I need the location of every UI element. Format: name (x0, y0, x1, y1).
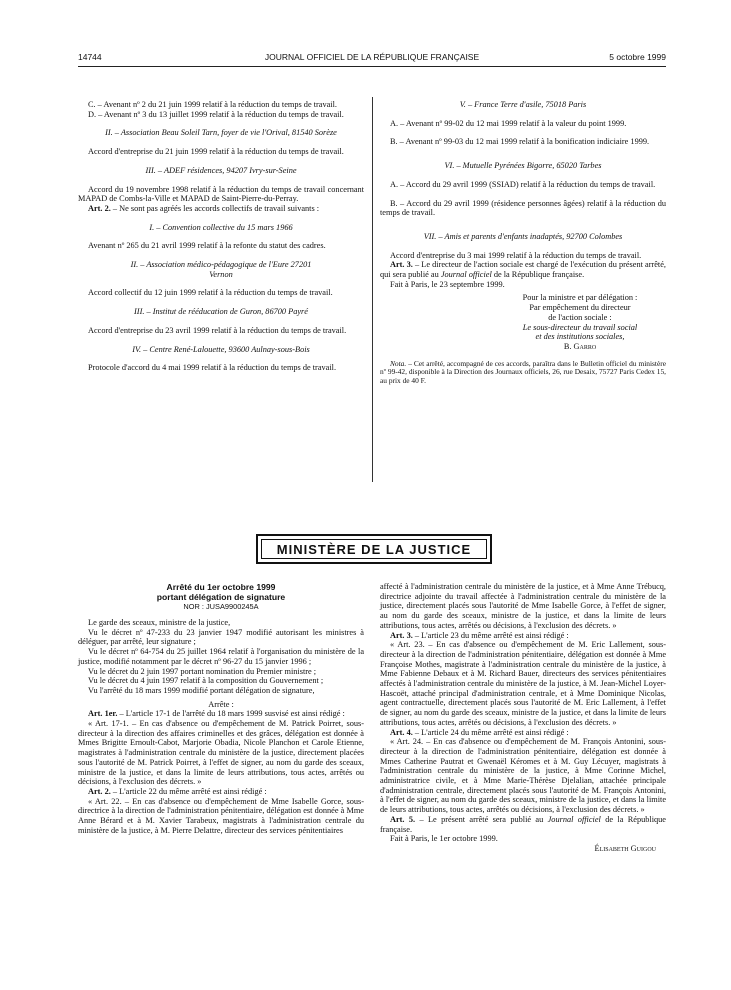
paragraph: Accord d'entreprise du 3 mai 1999 relatif à la réduction du temps de travail. (390, 250, 642, 260)
paragraph: Accord d'entreprise du 21 juin 1999 relatif à la réduction du temps de travail. (88, 147, 344, 157)
arrete-heading: Arrête : (208, 699, 234, 709)
page-header (78, 52, 666, 64)
top-left-column (78, 100, 364, 373)
article-paragraph: Art. 3. – Le directeur de l'action sociale est chargé de l'exécution du présent arrêté, qui sera publié au Journal officiel de la République française. (380, 260, 666, 280)
paragraph: Vu le décret du 2 juin 1997 portant nomination du Premier ministre ; (88, 666, 317, 676)
section-heading: VII. – Amis et parents d'enfants inadaptés, 92700 Colombes (423, 231, 623, 241)
header-rule (78, 66, 666, 67)
paragraph: Protocole d'accord du 4 mai 1999 relatif à la réduction du temps de travail. (88, 363, 337, 373)
paragraph: Accord du 19 novembre 1998 relatif à la réduction du temps de travail concernant MAPAD de Combs-la-Ville et MAPAD de Saint-Pierre-du-Perray. (78, 184, 364, 204)
article-label: Art. 2. (88, 786, 111, 796)
article-paragraph: Art. 1er. – L'article 17-1 de l'arrêté du 18 mars 1999 susvisé est ainsi rédigé : (88, 709, 345, 719)
article-label: Art. 1er. (88, 709, 118, 719)
signature-block: Pour la ministre et par délégation : Par empêchement du directeur de l'action sociale : Le sous-directeur du travail social et des institutions sociales, B. Garro (380, 293, 666, 351)
quoted-article: « Art. 23. – En cas d'absence ou d'empêchement de M. Eric Lallement, sous-directeur à la direction de l'administration pénitentiaire, délégation est donnée à Mme Françoise Mothes, magistrate à l'administration centrale du ministère de la justice, à Mme Fabienne Debaux et à M. Richard Bauer, directeurs des services pénitentiaires affectés à l'administration centrale du ministère de la justice, à M. Jean-Michel Loyer-Hascoët, attaché principal d'administration centrale, et à Mme Dominique Nicolas, agent contractuelle, directement placés sous l'autorité de M. Eric Lallement, à l'effet de signer, au nom du garde des sceaux, ministre de la justice, et dans la limite de leurs attributions, tous actes, arrêtés ou décisions, à l'exclusion des décrets. » (380, 640, 666, 727)
paragraph: D. – Avenant nº 3 du 13 juillet 1999 relatif à la réduction du temps de travail. (88, 109, 344, 119)
article-label: Art. 2. (88, 203, 111, 213)
section-heading: V. – France Terre d'asile, 75018 Paris (459, 100, 587, 109)
paragraph: C. – Avenant nº 2 du 21 juin 1999 relatif à la réduction du temps de travail. (88, 100, 337, 109)
paragraph: B. – Avenant nº 99-03 du 12 mai 1999 relatif à la bonification indiciaire 1999. (390, 137, 650, 147)
section-heading: III. – ADEF résidences, 94207 Ivry-sur-Seine (145, 165, 297, 175)
paragraph: Vu le décret nº 47-233 du 23 janvier 1947 modifié autorisant les ministres à déléguer, par arrêté, leur signature ; (78, 627, 364, 647)
page-number: 14744 (78, 52, 102, 62)
paragraph: affecté à l'administration centrale du ministère de la justice, et à Mme Anne Trébucq, directrice adjointe du travail affectée à l'administration centrale du ministère de la justice, directement placés sous l'autorité de Mme Isabelle Gorce, à l'effet de signer, au nom du garde des sceaux, ministre de la justice, et dans la limite de leurs attributions, tous actes, arrêtés ou décisions, à l'exclusion des décrets. » (380, 582, 666, 630)
paragraph: Avenant nº 265 du 21 avril 1999 relatif à la refonte du statut des cadres. (88, 241, 326, 251)
quoted-article: « Art. 24. – En cas d'absence ou d'empêchement de M. François Antonini, sous-directeur à la direction de l'administration pénitentiaire, délégation est donnée à Mmes Catherine Pautrat et Gwenaël Kéromes et à M. Guy Lécuyer, magistrats à l'administration centrale du ministère de la justice, à Mme Corinne Michel, administratrice civile, et à Mme Marie-Thérèse Djelalian, attachée principale d'administration centrale, directement placés sous l'autorité de M. François Antonini, à l'effet de signer, au nom du garde des sceaux, ministre de la justice, et dans la limite de leurs attributions, tous actes, arrêtés ou décisions, à l'exclusion des décrets. » (380, 737, 666, 815)
article-label: Art. 4. (390, 727, 413, 737)
decree-title: Arrêté du 1er octobre 1999 (166, 582, 276, 592)
article-label: Art. 3. (390, 630, 413, 640)
journal-title: JOURNAL OFFICIEL DE LA RÉPUBLIQUE FRANÇAISE (264, 52, 480, 62)
issue-date: 5 octobre 1999 (609, 52, 666, 62)
paragraph: A. – Avenant nº 99-02 du 12 mai 1999 relatif à la valeur du point 1999. (390, 118, 627, 128)
paragraph: Vu le décret nº 64-754 du 25 juillet 1964 relatif à l'organisation du ministère de la justice, modifié notamment par le décret nº 96-27 du 15 janvier 1996 ; (78, 647, 364, 666)
article-paragraph: Art. 4. – L'article 24 du même arrêté est ainsi rédigé : (390, 727, 569, 737)
date-place: Fait à Paris, le 23 septembre 1999. (390, 279, 505, 289)
top-right-column (380, 100, 666, 385)
article-paragraph: Art. 3. – L'article 23 du même arrêté est ainsi rédigé : (390, 630, 569, 640)
section-heading: IV. – Centre René-Lalouette, 93600 Aulnay-sous-Bois (132, 344, 310, 354)
column-divider (372, 97, 373, 482)
section-heading: II. – Association médico-pédagogique de l'Eure 27201 Vernon (130, 260, 312, 279)
bottom-right-column (380, 582, 666, 854)
paragraph: A. – Accord du 29 avril 1999 (SSIAD) relatif à la réduction du temps de travail. (390, 179, 656, 189)
article-label: Art. 3. (390, 260, 413, 270)
signer-name: Élisabeth Guigou (594, 843, 656, 853)
ministry-heading: MINISTÈRE DE LA JUSTICE (256, 534, 492, 564)
paragraph: Vu le décret du 4 juin 1997 relatif à la composition du Gouvernement ; (88, 676, 324, 686)
section-heading: I. – Convention collective du 15 mars 1966 (149, 222, 293, 232)
article-paragraph: Art. 2. – L'article 22 du même arrêté est ainsi rédigé : (88, 786, 267, 796)
section-heading: III. – Institut de rééducation de Guron, 86700 Payré (134, 307, 308, 317)
decree-subtitle: portant délégation de signature (156, 592, 286, 602)
article-paragraph: Art. 2. – Ne sont pas agréés les accords collectifs de travail suivants : (88, 203, 320, 213)
paragraph: Vu l'arrêté du 18 mars 1999 modifié portant délégation de signature, (88, 685, 315, 695)
signer-name: B. Garro (563, 341, 597, 351)
quoted-article: « Art. 22. – En cas d'absence ou d'empêchement de Mme Isabelle Gorce, sous-directrice à la direction de l'administration pénitentiaire, délégation est donnée à Mme Anne Bérard et à M. Xavier Tarabeux, magistrats à l'administration centrale du ministère de la justice, à M. Pierre Delattre, directeur des services pénitentiaires (78, 796, 364, 835)
paragraph: Accord d'entreprise du 23 avril 1999 relatif à la réduction du temps de travail. (88, 325, 347, 335)
quoted-article: « Art. 17-1. – En cas d'absence ou d'empêchement de M. Patrick Poirret, sous-directeur à la direction des affaires criminelles et des grâces, délégation est donnée à Mmes Brigitte Ernoult-Cabot, Marjorie Obadia, Nicole Planchon et Carole Etienne, magistrates à l'administration centrale du ministère de la justice, directement placées sous l'autorité de M. Patrick Poirret, à l'effet de signer, au nom du garde des sceaux, ministre de la justice, et dans la limite de leurs attributions, tous actes, arrêtés ou décisions, à l'exclusion des décrets. » (78, 719, 364, 787)
article-label: Art. 5. (390, 814, 416, 824)
date-place: Fait à Paris, le 1er octobre 1999. (390, 834, 498, 844)
bottom-left-column (78, 582, 364, 835)
section-heading: II. – Association Beau Soleil Tarn, foyer de vie l'Orival, 81540 Sorèze (105, 128, 337, 138)
nor-reference: NOR : JUSA9900245A (183, 602, 259, 611)
nota: Nota. – Cet arrêté, accompagné de ces accords, paraîtra dans le Bulletin officiel du ministère nº 99-42, disponible à la Direction des Journaux officiels, 26, rue Desaix, 75727 Paris Cedex 15, au prix de 40 F. (380, 358, 666, 385)
paragraph: Le garde des sceaux, ministre de la justice, (88, 618, 231, 627)
article-paragraph: Art. 5. – Le présent arrêté sera publié au Journal officiel de la République française. (380, 814, 666, 834)
paragraph: Accord collectif du 12 juin 1999 relatif à la réduction du temps de travail. (88, 288, 333, 298)
section-heading: VI. – Mutuelle Pyrénées Bigorre, 65020 Tarbes (444, 161, 602, 171)
paragraph: B. – Accord du 29 avril 1999 (résidence personnes âgées) relatif à la réduction du temps de travail. (380, 198, 666, 218)
